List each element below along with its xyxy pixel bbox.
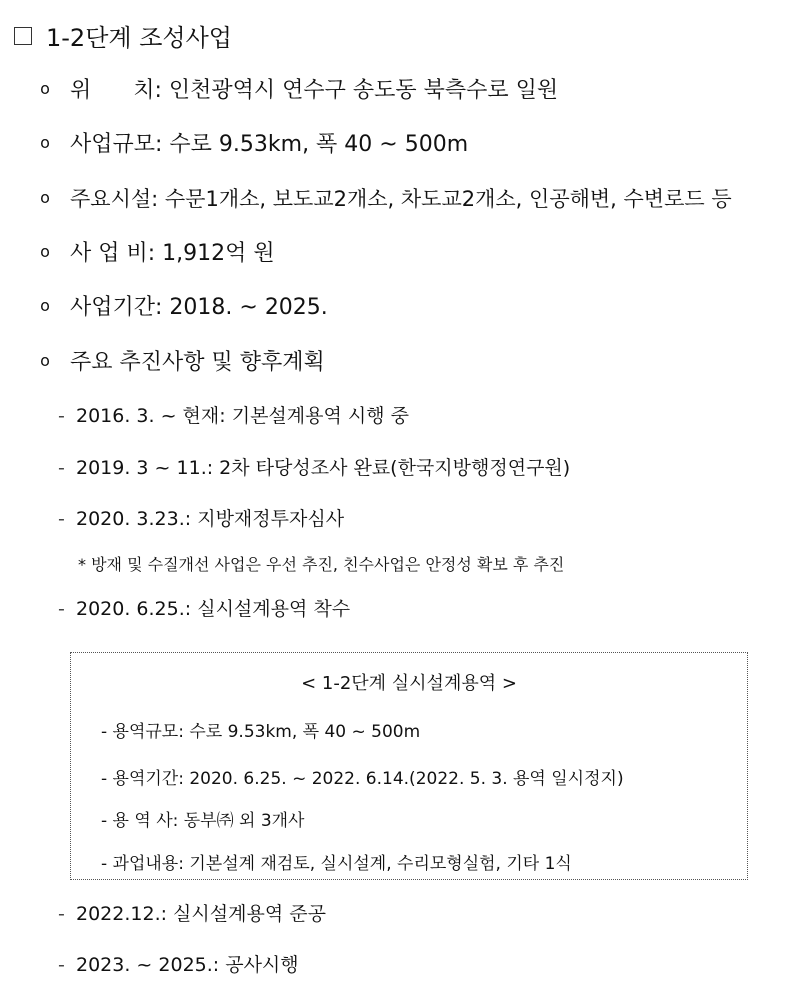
- circle-bullet-icon: o: [40, 351, 50, 370]
- bullet-item: [40, 243, 275, 265]
- section-heading: [14, 26, 232, 50]
- progress-text: 2019. 3 ~ 11.: 2차 타당성조사 완료(한국지방행정연구원): [76, 457, 571, 479]
- circle-bullet-icon: o: [40, 296, 50, 315]
- box-row: - 용역규모: 수로 9.53km, 폭 40 ~ 500m: [101, 722, 421, 742]
- dash-marker: -: [58, 903, 65, 925]
- bullet-text: 주요 추진사항 및 향후계획: [70, 350, 325, 375]
- dash-marker: -: [58, 598, 65, 620]
- bullet-item: [40, 189, 732, 211]
- progress-item: [58, 600, 350, 619]
- circle-bullet-icon: o: [40, 133, 50, 152]
- progress-text: 2016. 3. ~ 현재: 기본설계용역 시행 중: [76, 405, 409, 427]
- bullet-text: 위 치: 인천광역시 연수구 송도동 북측수로 일원: [70, 78, 559, 103]
- dash-marker: -: [58, 405, 65, 427]
- progress-item: [58, 510, 344, 529]
- circle-bullet-icon: o: [40, 242, 50, 261]
- circle-bullet-icon: o: [40, 79, 50, 98]
- progress-item: [58, 459, 570, 478]
- progress-item: [58, 956, 299, 975]
- dash-marker: -: [58, 508, 65, 530]
- progress-text: 2020. 3.23.: 지방재정투자심사: [76, 508, 345, 530]
- progress-item: [58, 905, 326, 924]
- checkbox-square-icon: [14, 27, 32, 45]
- bullet-item: [40, 297, 328, 319]
- dash-marker: -: [58, 954, 65, 976]
- footnote: * 방재 및 수질개선 사업은 우선 추진, 친수사업은 안정성 확보 후 추진: [78, 555, 565, 574]
- box-row: - 용역기간: 2020. 6.25. ~ 2022. 6.14.(2022. 5. 3. 용역 일시정지): [101, 769, 624, 789]
- bullet-item: [40, 352, 325, 374]
- circle-bullet-icon: o: [40, 188, 50, 207]
- box-row: - 과업내용: 기본설계 재검토, 실시설계, 수리모형실험, 기타 1식: [101, 854, 572, 874]
- bullet-item: [40, 134, 468, 156]
- bullet-text: 사 업 비: 1,912억 원: [70, 241, 275, 266]
- progress-text: 2020. 6.25.: 실시설계용역 착수: [76, 598, 351, 620]
- box-row: - 용 역 사: 동부㈜ 외 3개사: [101, 811, 305, 831]
- progress-item: [58, 407, 409, 426]
- bullet-text: 주요시설: 수문1개소, 보도교2개소, 차도교2개소, 인공해변, 수변로드 등: [70, 187, 732, 211]
- progress-text: 2023. ~ 2025.: 공사시행: [76, 954, 299, 976]
- design-contract-box: [70, 652, 748, 880]
- dash-marker: -: [58, 457, 65, 479]
- bullet-item: [40, 80, 558, 102]
- bullet-text: 사업규모: 수로 9.53km, 폭 40 ~ 500m: [70, 132, 469, 157]
- bullet-text: 사업기간: 2018. ~ 2025.: [70, 295, 328, 320]
- section-title: 1-2단계 조성사업: [46, 24, 232, 52]
- box-title: < 1-2단계 실시설계용역 >: [301, 673, 517, 694]
- progress-text: 2022.12.: 실시설계용역 준공: [76, 903, 326, 925]
